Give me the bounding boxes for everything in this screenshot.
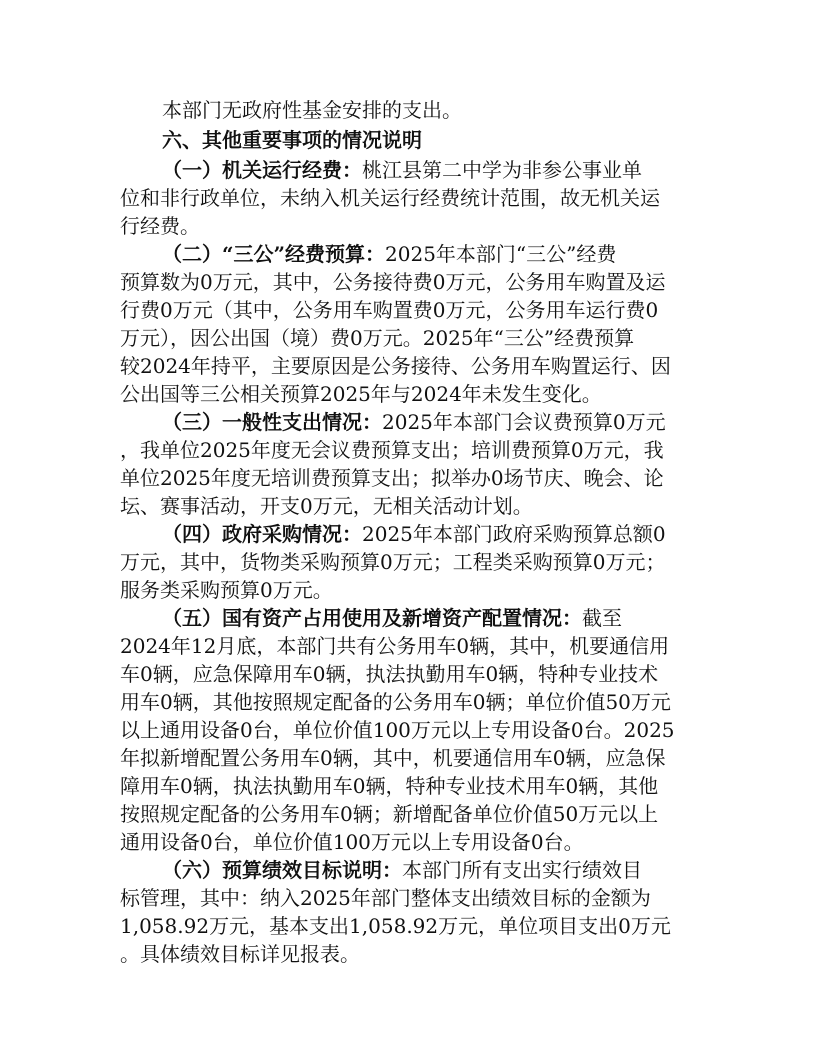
item-4-text: 2025年本部门政府采购预算总额0: [362, 522, 666, 546]
item-6-line-4: [120, 939, 360, 969]
item-3-text: 单位2025年度无培训费预算支出；拟举办0场节庆、晚会、论: [120, 466, 664, 490]
item-5-text: 以上通用设备0台，单位价值100万元以上专用设备0台。2025: [120, 718, 675, 742]
item-6-text: 标管理，其中：纳入2025年部门整体支出绩效目标的金额为: [120, 886, 651, 910]
item-6-text: 本部门所有支出实行绩效目: [402, 858, 642, 882]
item-1-text: 桃江县第二中学为非参公事业单: [362, 158, 642, 182]
item-1-lead: （一）机关运行经费：: [162, 158, 362, 182]
item-4-line-1: [162, 519, 666, 549]
item-2-text: 公出国等三公相关预算2025年与2024年未发生变化。: [120, 382, 602, 406]
item-6-line-1: [162, 855, 642, 885]
item-5-line-7: [120, 771, 658, 801]
item-5-line-8: [120, 799, 658, 829]
item-2-text: 2025年本部门“三公”经费: [385, 242, 617, 266]
item-3-text: 坛、赛事活动，开支0万元，无相关活动计划。: [120, 494, 533, 518]
item-6-text: 1,058.92万元，基本支出1,058.92万元，单位项目支出0万元: [120, 914, 671, 938]
item-5-line-4: [120, 687, 671, 717]
item-5-text: 年拟新增配置公务用车0辆，其中，机要通信用车0辆，应急保: [120, 746, 666, 770]
item-5-text: 按照规定配备的公务用车0辆；新增配备单位价值50万元以上: [120, 802, 659, 826]
item-4-text: 万元，其中，货物类采购预算0万元；工程类采购预算0万元；: [120, 550, 666, 574]
item-2-text: 较2024年持平，主要原因是公务接待、公务用车购置运行、因: [120, 354, 671, 378]
item-5-text: 2024年12月底，本部门共有公务用车0辆，其中，机要通信用: [120, 634, 670, 658]
item-5-text: 通用设备0台，单位价值100万元以上专用设备0台。: [120, 830, 584, 854]
item-1-line-2: [120, 183, 660, 213]
item-6-text: 。具体绩效目标详见报表。: [120, 942, 360, 966]
item-3-line-1: [162, 407, 666, 437]
item-3-line-4: [120, 491, 533, 521]
item-3-text: ，我单位2025年度无会议费预算支出；培训费预算0万元，我: [120, 438, 664, 462]
item-6-line-2: [120, 883, 651, 913]
item-2-line-3: [120, 295, 658, 325]
item-5-text: 截至: [582, 606, 622, 630]
body-text: 本部门无政府性基金安排的支出。: [162, 98, 462, 122]
item-5-text: 障用车0辆，执法执勤用车0辆，特种专业技术用车0辆，其他: [120, 774, 659, 798]
item-1-text: 行经费。: [120, 214, 200, 238]
item-2-line-4: [120, 323, 634, 353]
item-3-lead: （三）一般性支出情况：: [162, 410, 382, 434]
section-heading: [162, 125, 422, 155]
item-5-lead: （五）国有资产占用使用及新增资产配置情况：: [162, 606, 582, 630]
item-2-text: 万元），因公出国（境）费0万元。2025年“三公”经费预算: [120, 326, 635, 350]
item-2-line-2: [120, 267, 665, 297]
item-3-text: 2025年本部门会议费预算0万元: [382, 410, 666, 434]
item-2-line-5: [120, 351, 671, 381]
item-4-line-3: [120, 575, 333, 605]
item-1-line-3: [120, 211, 200, 241]
item-5-text: 车0辆，应急保障用车0辆，执法执勤用车0辆，特种专业技术: [120, 662, 659, 686]
item-2-lead: （二）“三公”经费预算：: [162, 242, 386, 266]
item-5-line-3: [120, 659, 658, 689]
item-5-line-1: [162, 603, 622, 633]
item-5-line-9: [120, 827, 584, 857]
item-4-line-2: [120, 547, 665, 577]
item-2-line-1: [162, 239, 616, 269]
item-2-text: 预算数为0万元，其中，公务接待费0万元，公务用车购置及运: [120, 270, 666, 294]
item-1-text: 位和非行政单位，未纳入机关运行经费统计范围，故无机关运: [120, 186, 660, 210]
item-6-line-3: [120, 911, 671, 941]
item-2-text: 行费0万元（其中，公务用车购置费0万元，公务用车运行费0: [120, 298, 659, 322]
item-3-line-2: [120, 435, 664, 465]
item-4-lead: （四）政府采购情况：: [162, 522, 362, 546]
section-heading-text: 六、其他重要事项的情况说明: [162, 128, 422, 152]
item-5-line-5: [120, 715, 675, 745]
item-1-line-1: [162, 155, 642, 185]
item-5-line-2: [120, 631, 669, 661]
item-4-text: 服务类采购预算0万元。: [120, 578, 333, 602]
item-5-text: 用车0辆，其他按照规定配备的公务用车0辆；单位价值50万元: [120, 690, 671, 714]
item-6-lead: （六）预算绩效目标说明：: [162, 858, 402, 882]
item-5-line-6: [120, 743, 665, 773]
item-2-line-6: [120, 379, 602, 409]
item-3-line-3: [120, 463, 664, 493]
body-text-line: [162, 95, 462, 125]
